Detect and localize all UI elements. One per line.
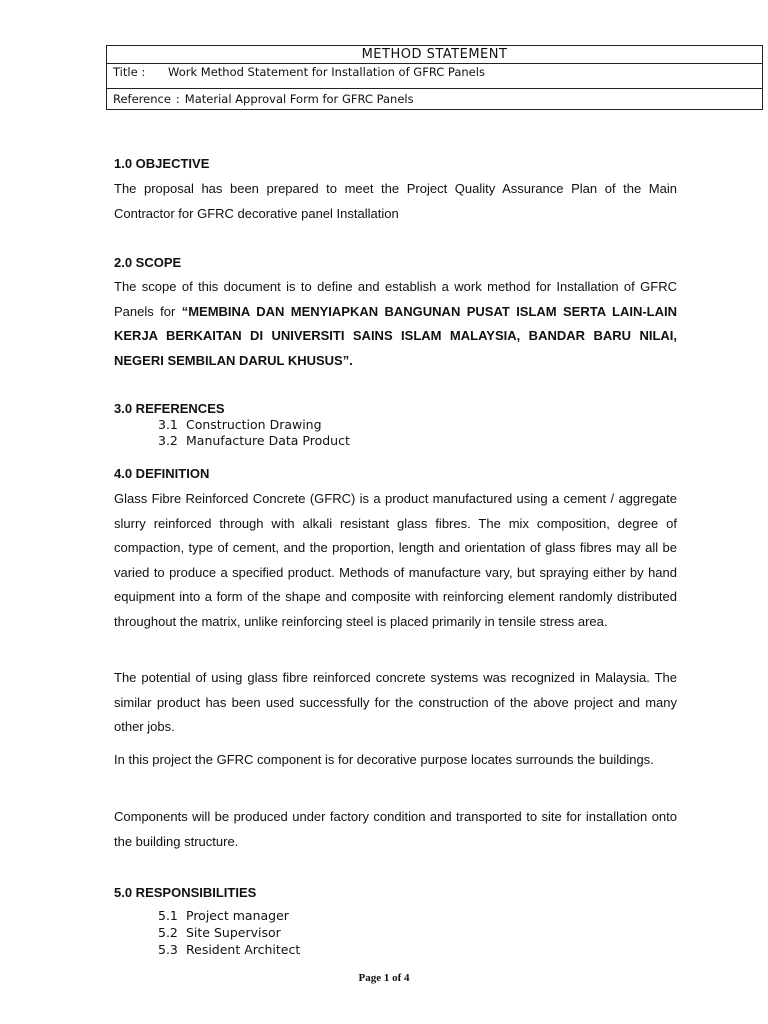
objective-heading: 1.0 OBJECTIVE [114, 156, 210, 171]
responsibility-item: 5.2 Site Supervisor [158, 925, 281, 940]
scope-plain-text: The scope of this document is to define and establish a work method for Installation of GFRC Panels for [114, 279, 677, 319]
title-label: Title : [113, 65, 146, 79]
reference-item: 3.1 Construction Drawing [158, 417, 322, 432]
definition-paragraph: Components will be produced under factory condition and transported to site for installation onto the building structure. [114, 809, 677, 849]
title-value: Work Method Statement for Installation of GFRC Panels [168, 65, 485, 79]
document-heading: METHOD STATEMENT [361, 47, 508, 62]
scope-text [114, 275, 677, 373]
reference-item: 3.2 Manufacture Data Product [158, 433, 350, 448]
objective-text: The proposal has been prepared to meet the Project Quality Assurance Plan of the Main Contractor for GFRC decorative panel Installation [114, 181, 677, 221]
reference-label: Reference [113, 92, 171, 106]
scope-heading: 2.0 SCOPE [114, 255, 182, 270]
reference-row [107, 88, 762, 109]
definition-heading: 4.0 DEFINITION [114, 466, 210, 481]
definition-paragraph: Glass Fibre Reinforced Concrete (GFRC) is a product manufactured using a cement / aggregate slurry reinforced through with alkali resistant glass fibres. The mix composition, degree of compaction, type of cement, and the proportion, length and orientation of glass fibres may all be varied to produce a specified product. Methods of manufacture vary, but spraying either by hand equipment into a form of the shape and composite with reinforcing element randomly distributed throughout the matrix, unlike reinforcing steel is placed primarily in tensile stress area. [114, 491, 677, 629]
reference-value: Material Approval Form for GFRC Panels [184, 92, 414, 106]
definition-paragraph: The potential of using glass fibre reinforced concrete systems was recognized in Malaysia. The similar product has been used successfully for the construction of the above project and many other jobs. [114, 670, 677, 734]
page-number: Page 1 of 4 [358, 972, 410, 984]
reference-separator: : [175, 92, 180, 106]
definition-paragraph: In this project the GFRC component is for decorative purpose locates surrounds the buildings. [114, 752, 654, 767]
responsibilities-heading: 5.0 RESPONSIBILITIES [114, 885, 257, 900]
header-table [106, 45, 763, 110]
title-row [107, 63, 762, 88]
responsibility-item: 5.1 Project manager [158, 908, 289, 923]
references-heading: 3.0 REFERENCES [114, 401, 225, 416]
scope-project-title: “MEMBINA DAN MENYIAPKAN BANGUNAN PUSAT ISLAM SERTA LAIN-LAIN KERJA BERKAITAN DI UNIVERSITI SAINS ISLAM MALAYSIA, BANDAR BARU NILAI, NEGERI SEMBILAN DARUL KHUSUS”. [114, 303, 677, 368]
responsibility-item: 5.3 Resident Architect [158, 942, 301, 957]
